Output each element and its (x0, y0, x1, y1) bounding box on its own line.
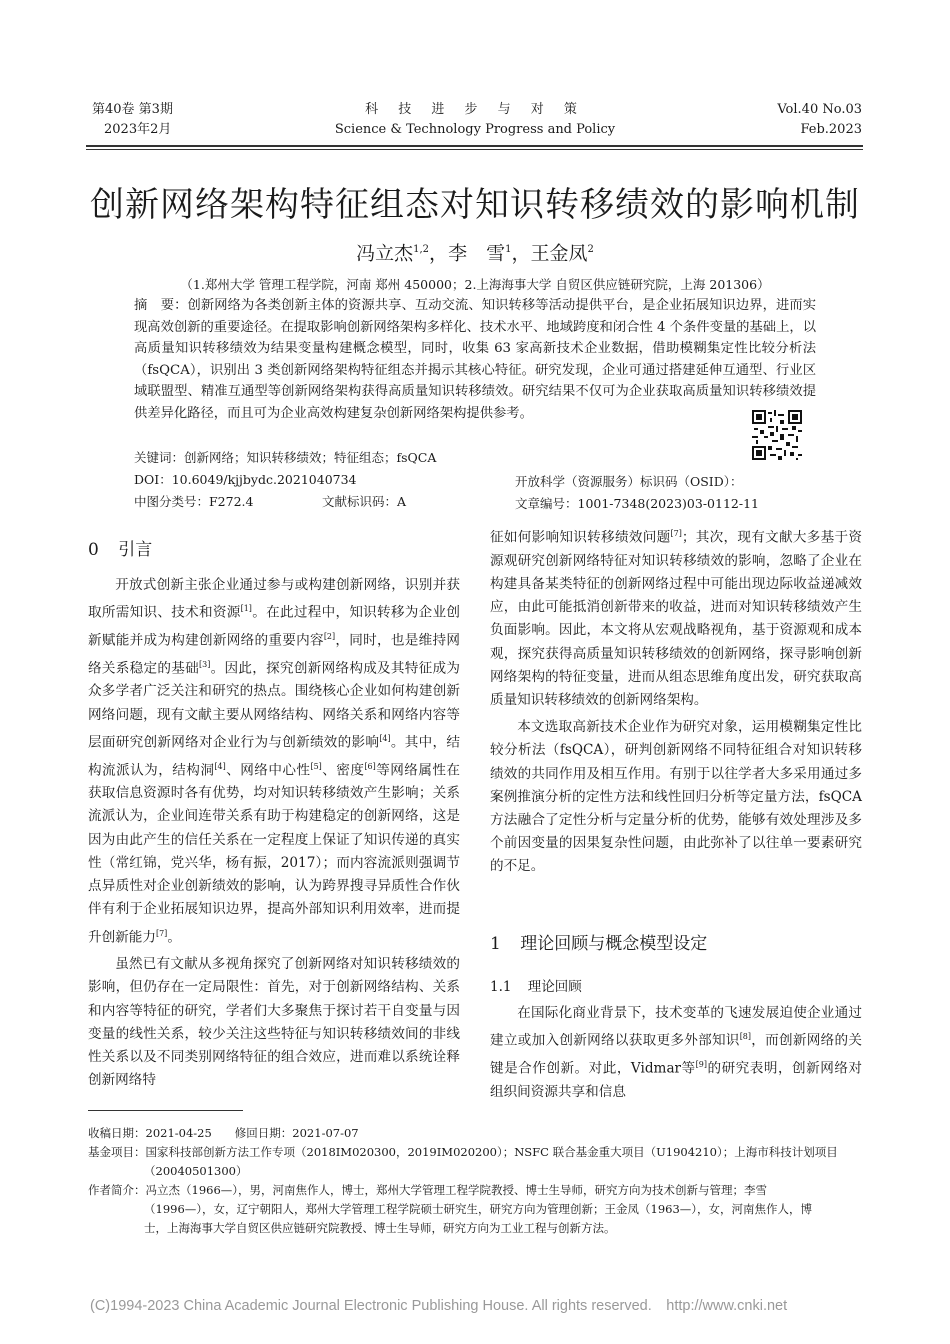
citation[interactable]: [1] (240, 604, 252, 614)
author-separator: ， (429, 242, 449, 265)
doi: DOI：10.6049/kjjbydc.2021040734 (134, 472, 357, 487)
author-name: 冯立杰 (356, 242, 414, 265)
subsection-title: 理论回顾 (527, 979, 582, 995)
author-affil-mark: 1 (505, 244, 512, 255)
section-number: 1 (490, 934, 501, 954)
author-name: 李 雪 (448, 242, 506, 265)
citation[interactable]: [5] (310, 761, 322, 771)
document-code: 文献标识码：A (322, 494, 407, 509)
paragraph: 虽然已有文献从多视角探究了创新网络对知识转移绩效的影响，但仍存在一定局限性：首先，对于创新网络结构、关系和内容等特征的研究，学者们大多聚焦于探讨若干自变量与因变量的线性关系，较少关注这些特征与知识转移绩效间的非线性关系以及不同类别网络特征的组合效应，进而难以系统诠释创新网络特 (88, 956, 460, 1089)
section-number: 0 (88, 540, 99, 560)
subsection-number: 1.1 (490, 979, 512, 995)
section-title: 引言 (118, 540, 153, 560)
clc-number: 中图分类号：F272.4 (134, 494, 254, 509)
footnotes (88, 1124, 863, 1238)
issue-cn: 第40卷 第3期 (92, 102, 173, 117)
citation[interactable]: [7] (155, 928, 168, 938)
article-number: 文章编号：1001-7348(2023)03-0112-11 (515, 496, 759, 511)
paragraph: 征如何影响知识转移绩效问题[7]；其次，现有文献大多基于资源观研究创新网络特征对知识转移绩效的影响，忽略了企业在构建具备某类特征的创新网络过程中可能出现边际收益递减效应，由此可能抵消创新带来的收益，进而对知识转移绩效产生负面影响。因此，本文将从宏观战略视角，基于资源观和成本观，探究获得高质量知识转移绩效的创新网络，探寻影响创新网络架构的特征变量，进而从组态思维角度出发，研究获取高质量知识转移绩效的创新网络架构。 (490, 529, 863, 708)
osid-label: 开放科学（资源服务）标识码（OSID）： (515, 474, 743, 489)
header-rule-thin (86, 149, 863, 150)
received-dates: 收稿日期：2021-04-25 修回日期：2021-07-07 (88, 1126, 359, 1140)
keywords: 关键词：创新网络；知识转移绩效；特征组态；fsQCA (134, 450, 437, 465)
header-right (777, 100, 862, 140)
paper-title: 创新网络架构特征组态对知识转移绩效的影响机制 (90, 185, 860, 225)
author-bio-cont: （1996—），女，辽宁朝阳人，郑州大学管理工程学院硕士研究生，研究方向为管理创新；王金凤（1963—），女，河南焦作人，博 (144, 1202, 813, 1216)
section-heading (490, 932, 707, 956)
author-bio: 作者简介：冯立杰（1966—），男，河南焦作人，博士，郑州大学管理工程学院教授、博士生导师，研究方向为技术创新与管理；李雪 (88, 1183, 768, 1197)
left-column (88, 574, 460, 1092)
abstract: 摘 要：创新网络为各类创新主体的资源共享、互动交流、知识转移等活动提供平台，是企业拓展知识边界，进而实现高效创新的重要途径。在提取影响创新网络架构多样化、技术水平、地域跨度和闭合性 4 个条件变量的基础上，以高质量知识转移绩效为结果变量构建概念模型，同时，收集 63 家高新技术企业数据，借助模糊集定性比较分析法（fsQCA），识别出 3 类创新网络架构特征组态并揭示其核心特征。研究发现，企业可通过搭建延伸互通型、行业区域联盟型、精准互通型等创新网络架构获得高质量知识转移绩效。研究结果不仅可为企业获取高质量知识转移绩效提供差异化路径，而且可为企业高效构建复杂创新网络架构提供参考。 (134, 298, 816, 421)
copyright-notice: (C)1994-2023 China Academic Journal Electronic Publishing House. All rights reserved. http://www.cnki.net (90, 1298, 788, 1314)
citation[interactable]: [4] (214, 761, 226, 771)
author-affil-mark: 1,2 (413, 244, 430, 255)
fund-info-cont: （20040501300） (144, 1164, 248, 1178)
section-title: 理论回顾与概念模型设定 (520, 934, 708, 954)
right-column (490, 522, 862, 879)
issue-en: Vol.40 No.03 (777, 102, 862, 117)
author-separator: ， (511, 242, 531, 265)
date-cn: 2023年2月 (104, 122, 172, 137)
journal-name-cn: 科 技 进 步 与 对 策 (365, 102, 585, 117)
subsection-heading (490, 977, 582, 997)
author-name: 王金凤 (530, 242, 588, 265)
date-en: Feb.2023 (800, 122, 862, 137)
header-rule (86, 145, 863, 147)
author-line (0, 236, 950, 267)
paragraph: 开放式创新主张企业通过参与或构建创新网络，识别并获取所需知识、技术和资源[1]。在此过程中，知识转移为企业创新赋能并成为构建创新网络的重要内容[2]，同时，也是维持网络关系稳定的基础[3]。因此，探究创新网络构成及其特征成为众多学者广泛关注和研究的热点。围绕核心企业如何构建创新网络问题，现有文献主要从网络结构、网络关系和网络内容等层面研究创新网络对企业行为与创新绩效的影响[4]。其中，结构流派认为，结构洞[4]、网络中心性[5]、密度[6]等网络属性在获取信息资源时各有优势，均对知识转移绩效产生影响；关系流派认为，企业间连带关系有助于构建稳定的创新网络，这是因为由此产生的信任关系在一定程度上保证了知识传递的真实性（常红锦，党兴华，杨有振，2017）；而内容流派则强调节点异质性对企业创新绩效的影响，认为跨界搜寻异质性合作伙伴有利于企业拓展知识边界，提高外部知识利用效率，进而提升创新能力[7]。 (88, 577, 461, 946)
affiliations: （1.郑州大学 管理工程学院，河南 郑州 450000；2.上海海事大学 自贸区供应链研究院，上海 201306） (180, 277, 770, 292)
paragraph: 在国际化商业背景下，技术变革的飞速发展迫使企业通过建立或加入创新网络以获取更多外部知识[8]，而创新网络的关键是合作创新。对此，Vidmar等[9]的研究表明，创新网络对组织间资源共享和信息 (490, 1005, 863, 1100)
citation[interactable]: [7] (670, 529, 682, 538)
citation[interactable]: [2] (323, 631, 336, 641)
right-column-continued (490, 1002, 862, 1104)
citation[interactable]: [9] (695, 1059, 707, 1069)
citation[interactable]: [6] (364, 761, 376, 771)
citation[interactable]: [8] (739, 1032, 752, 1042)
footnote-rule (88, 1110, 243, 1111)
paragraph: 本文选取高新技术企业作为研究对象，运用模糊集定性比较分析法（fsQCA），研判创新网络不同特征组合对知识转移绩效的共同作用及相互作用。有别于以往学者大多采用通过多案例推演分析的定性方法和线性回归分析等定量方法，fsQCA 方法融合了定性分析与定量分析的优势，能够有效处理涉及多个前因变量的因果复杂性问题，由此弥补了以往单一要素研究的不足。 (490, 719, 862, 875)
section-heading (88, 538, 152, 562)
author-affil-mark: 2 (587, 244, 594, 255)
header-left (92, 100, 173, 140)
citation[interactable]: [3] (198, 659, 211, 669)
author-bio-cont: 士，上海海事大学自贸区供应链研究院教授、博士生导师，研究方向为工业工程与创新方法。 (144, 1221, 616, 1235)
qr-code-icon[interactable] (752, 410, 802, 460)
citation[interactable]: [4] (379, 733, 391, 743)
header-center (320, 100, 630, 140)
journal-name-en: Science & Technology Progress and Policy (334, 122, 616, 137)
fund-info: 基金项目：国家科技部创新方法工作专项（2018IM020300，2019IM020200）；NSFC 联合基金重大项目（U1904210）；上海市科技计划项目 (88, 1145, 838, 1159)
